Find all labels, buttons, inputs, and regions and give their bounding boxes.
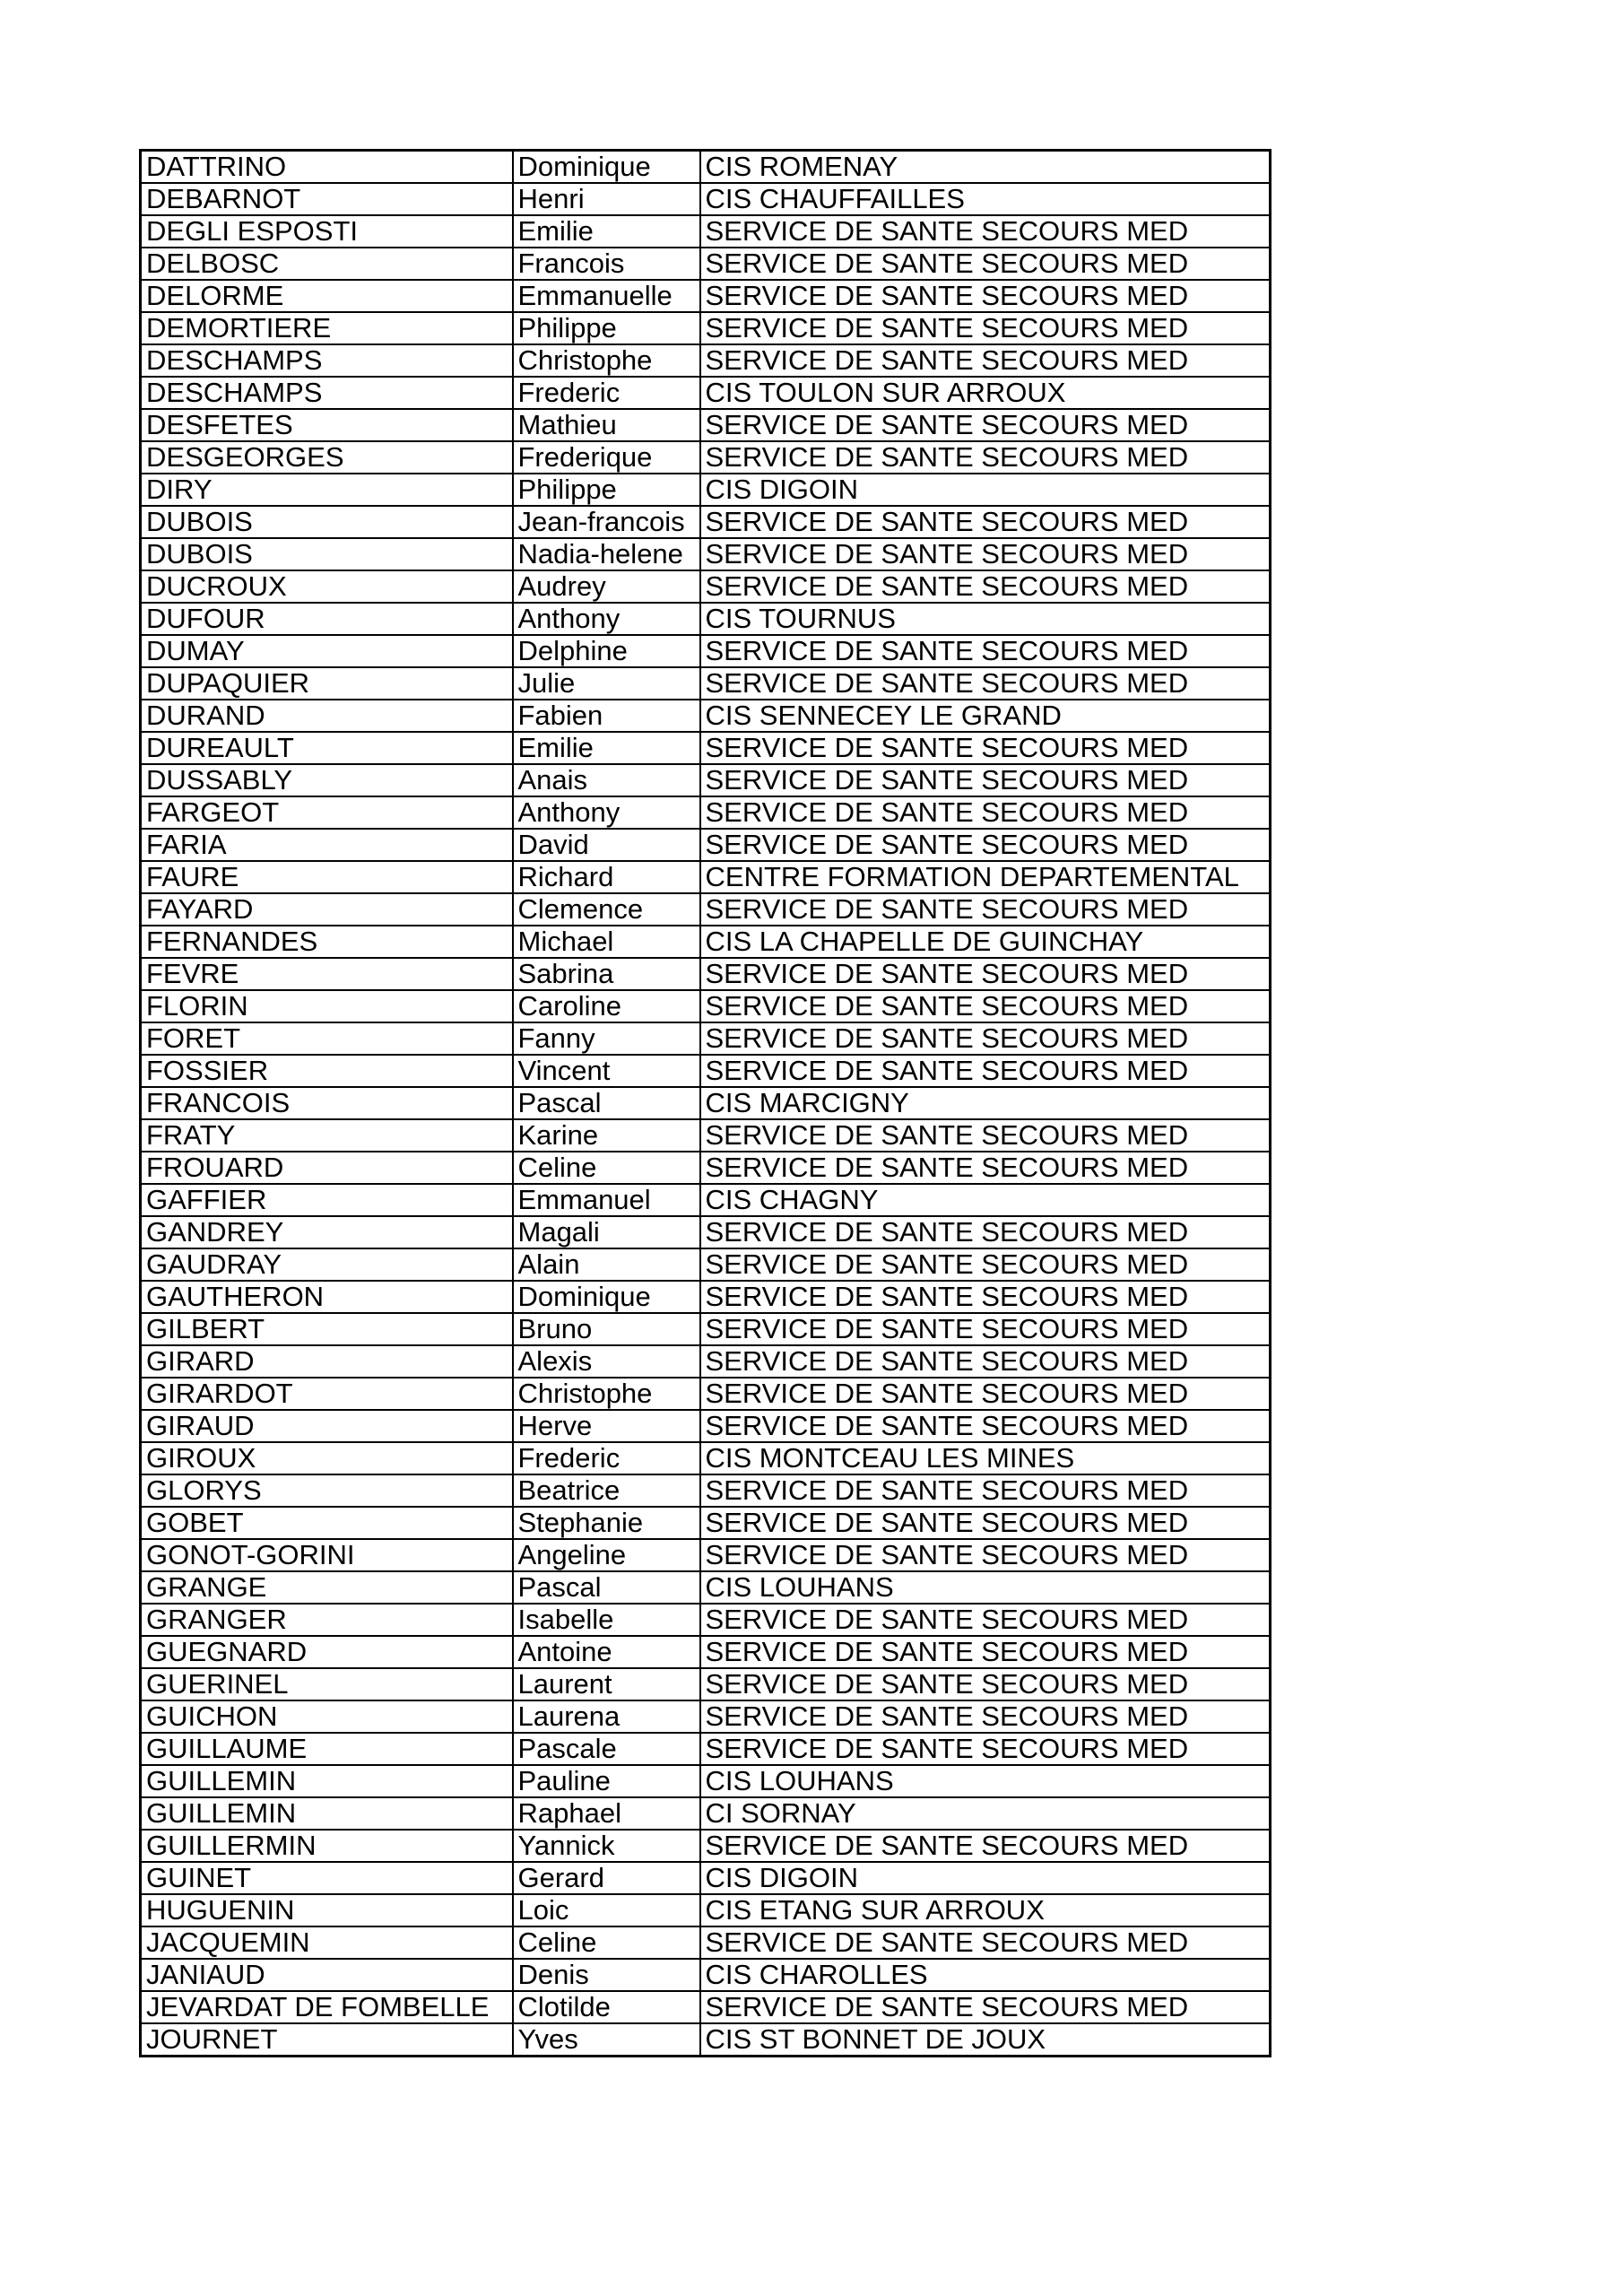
- last-name-cell: GIROUX: [141, 1442, 513, 1474]
- first-name-cell: Emmanuel: [513, 1184, 700, 1216]
- first-name-cell: Dominique: [513, 1281, 700, 1313]
- table-row: [141, 1248, 1271, 1281]
- first-name-cell: Michael: [513, 926, 700, 958]
- first-name-cell: Frederic: [513, 1442, 700, 1474]
- first-name-cell: Celine: [513, 1152, 700, 1184]
- unit-cell: SERVICE DE SANTE SECOURS MED: [700, 1248, 1271, 1281]
- last-name-cell: GAUTHERON: [141, 1281, 513, 1313]
- unit-cell: SERVICE DE SANTE SECOURS MED: [700, 506, 1271, 538]
- first-name-cell: Denis: [513, 1959, 700, 1991]
- first-name-cell: Clemence: [513, 893, 700, 926]
- last-name-cell: DUSSABLY: [141, 764, 513, 796]
- last-name-cell: GILBERT: [141, 1313, 513, 1345]
- first-name-cell: Francois: [513, 248, 700, 280]
- first-name-cell: Vincent: [513, 1055, 700, 1087]
- first-name-cell: Pauline: [513, 1765, 700, 1797]
- unit-cell: SERVICE DE SANTE SECOURS MED: [700, 1539, 1271, 1571]
- table-row: [141, 1894, 1271, 1926]
- first-name-cell: Frederique: [513, 441, 700, 474]
- unit-cell: SERVICE DE SANTE SECOURS MED: [700, 635, 1271, 667]
- unit-cell: CIS ETANG SUR ARROUX: [700, 1894, 1271, 1926]
- table-row: [141, 1378, 1271, 1410]
- table-row: [141, 1733, 1271, 1765]
- last-name-cell: GIRAUD: [141, 1410, 513, 1442]
- last-name-cell: DIRY: [141, 474, 513, 506]
- table-row: [141, 603, 1271, 635]
- first-name-cell: Julie: [513, 667, 700, 700]
- table-row: [141, 861, 1271, 893]
- table-row: [141, 1055, 1271, 1087]
- first-name-cell: Pascal: [513, 1571, 700, 1604]
- first-name-cell: Mathieu: [513, 409, 700, 441]
- table-row: [141, 1926, 1271, 1959]
- first-name-cell: Laurent: [513, 1668, 700, 1700]
- last-name-cell: GOBET: [141, 1507, 513, 1539]
- table-row: [141, 1668, 1271, 1700]
- table-row: [141, 183, 1271, 215]
- unit-cell: CIS ST BONNET DE JOUX: [700, 2023, 1271, 2057]
- table-row: [141, 1507, 1271, 1539]
- table-row: [141, 1119, 1271, 1152]
- table-row: [141, 1313, 1271, 1345]
- unit-cell: SERVICE DE SANTE SECOURS MED: [700, 667, 1271, 700]
- unit-cell: CIS MONTCEAU LES MINES: [700, 1442, 1271, 1474]
- unit-cell: SERVICE DE SANTE SECOURS MED: [700, 1281, 1271, 1313]
- last-name-cell: DUBOIS: [141, 538, 513, 570]
- last-name-cell: HUGUENIN: [141, 1894, 513, 1926]
- last-name-cell: DURAND: [141, 700, 513, 732]
- last-name-cell: JOURNET: [141, 2023, 513, 2057]
- last-name-cell: DUPAQUIER: [141, 667, 513, 700]
- last-name-cell: FROUARD: [141, 1152, 513, 1184]
- first-name-cell: Clotilde: [513, 1991, 700, 2023]
- table-row: [141, 1604, 1271, 1636]
- first-name-cell: Delphine: [513, 635, 700, 667]
- table-row: [141, 1087, 1271, 1119]
- table-row: [141, 1281, 1271, 1313]
- unit-cell: SERVICE DE SANTE SECOURS MED: [700, 538, 1271, 570]
- unit-cell: CIS DIGOIN: [700, 1862, 1271, 1894]
- table-row: [141, 280, 1271, 312]
- first-name-cell: Dominique: [513, 151, 700, 184]
- table-row: [141, 667, 1271, 700]
- unit-cell: SERVICE DE SANTE SECOURS MED: [700, 344, 1271, 377]
- last-name-cell: FRANCOIS: [141, 1087, 513, 1119]
- personnel-table-body: [141, 151, 1271, 2057]
- unit-cell: SERVICE DE SANTE SECOURS MED: [700, 893, 1271, 926]
- unit-cell: CIS SENNECEY LE GRAND: [700, 700, 1271, 732]
- unit-cell: CIS LA CHAPELLE DE GUINCHAY: [700, 926, 1271, 958]
- last-name-cell: FEVRE: [141, 958, 513, 990]
- last-name-cell: FARGEOT: [141, 796, 513, 829]
- table-row: [141, 1216, 1271, 1248]
- personnel-table: [139, 149, 1271, 2057]
- first-name-cell: Laurena: [513, 1700, 700, 1733]
- last-name-cell: FLORIN: [141, 990, 513, 1022]
- first-name-cell: Richard: [513, 861, 700, 893]
- unit-cell: SERVICE DE SANTE SECOURS MED: [700, 1636, 1271, 1668]
- last-name-cell: DEMORTIERE: [141, 312, 513, 344]
- first-name-cell: Henri: [513, 183, 700, 215]
- first-name-cell: Loic: [513, 1894, 700, 1926]
- last-name-cell: DUREAULT: [141, 732, 513, 764]
- table-row: [141, 2023, 1271, 2057]
- first-name-cell: Anais: [513, 764, 700, 796]
- table-row: [141, 474, 1271, 506]
- unit-cell: SERVICE DE SANTE SECOURS MED: [700, 990, 1271, 1022]
- unit-cell: SERVICE DE SANTE SECOURS MED: [700, 409, 1271, 441]
- last-name-cell: GUILLAUME: [141, 1733, 513, 1765]
- table-row: [141, 215, 1271, 248]
- first-name-cell: Gerard: [513, 1862, 700, 1894]
- table-row: [141, 1991, 1271, 2023]
- table-row: [141, 151, 1271, 184]
- unit-cell: SERVICE DE SANTE SECOURS MED: [700, 1152, 1271, 1184]
- first-name-cell: Frederic: [513, 377, 700, 409]
- unit-cell: SERVICE DE SANTE SECOURS MED: [700, 570, 1271, 603]
- table-row: [141, 1765, 1271, 1797]
- unit-cell: SERVICE DE SANTE SECOURS MED: [700, 1830, 1271, 1862]
- unit-cell: SERVICE DE SANTE SECOURS MED: [700, 732, 1271, 764]
- last-name-cell: GLORYS: [141, 1474, 513, 1507]
- last-name-cell: GUERINEL: [141, 1668, 513, 1700]
- unit-cell: SERVICE DE SANTE SECOURS MED: [700, 1474, 1271, 1507]
- table-row: [141, 1571, 1271, 1604]
- unit-cell: SERVICE DE SANTE SECOURS MED: [700, 796, 1271, 829]
- unit-cell: SERVICE DE SANTE SECOURS MED: [700, 1055, 1271, 1087]
- unit-cell: CIS CHAGNY: [700, 1184, 1271, 1216]
- unit-cell: CIS DIGOIN: [700, 474, 1271, 506]
- last-name-cell: GIRARDOT: [141, 1378, 513, 1410]
- last-name-cell: GUILLEMIN: [141, 1797, 513, 1830]
- first-name-cell: Bruno: [513, 1313, 700, 1345]
- first-name-cell: Anthony: [513, 796, 700, 829]
- first-name-cell: Stephanie: [513, 1507, 700, 1539]
- last-name-cell: DUMAY: [141, 635, 513, 667]
- table-row: [141, 1539, 1271, 1571]
- table-row: [141, 538, 1271, 570]
- unit-cell: SERVICE DE SANTE SECOURS MED: [700, 441, 1271, 474]
- first-name-cell: Celine: [513, 1926, 700, 1959]
- last-name-cell: FAYARD: [141, 893, 513, 926]
- table-row: [141, 1862, 1271, 1894]
- last-name-cell: DATTRINO: [141, 151, 513, 184]
- last-name-cell: DESFETES: [141, 409, 513, 441]
- first-name-cell: Alexis: [513, 1345, 700, 1378]
- unit-cell: SERVICE DE SANTE SECOURS MED: [700, 1345, 1271, 1378]
- unit-cell: SERVICE DE SANTE SECOURS MED: [700, 1926, 1271, 1959]
- first-name-cell: Antoine: [513, 1636, 700, 1668]
- last-name-cell: JACQUEMIN: [141, 1926, 513, 1959]
- table-row: [141, 1022, 1271, 1055]
- first-name-cell: Emilie: [513, 215, 700, 248]
- unit-cell: CIS CHAROLLES: [700, 1959, 1271, 1991]
- first-name-cell: Christophe: [513, 1378, 700, 1410]
- first-name-cell: Jean-francois: [513, 506, 700, 538]
- last-name-cell: DEGLI ESPOSTI: [141, 215, 513, 248]
- last-name-cell: GUILLERMIN: [141, 1830, 513, 1862]
- unit-cell: CIS MARCIGNY: [700, 1087, 1271, 1119]
- unit-cell: SERVICE DE SANTE SECOURS MED: [700, 248, 1271, 280]
- unit-cell: SERVICE DE SANTE SECOURS MED: [700, 1410, 1271, 1442]
- unit-cell: CIS LOUHANS: [700, 1765, 1271, 1797]
- table-row: [141, 796, 1271, 829]
- unit-cell: SERVICE DE SANTE SECOURS MED: [700, 1733, 1271, 1765]
- last-name-cell: FRATY: [141, 1119, 513, 1152]
- first-name-cell: Karine: [513, 1119, 700, 1152]
- table-row: [141, 1442, 1271, 1474]
- first-name-cell: Anthony: [513, 603, 700, 635]
- unit-cell: CIS LOUHANS: [700, 1571, 1271, 1604]
- last-name-cell: FARIA: [141, 829, 513, 861]
- table-row: [141, 1152, 1271, 1184]
- table-row: [141, 248, 1271, 280]
- table-row: [141, 1184, 1271, 1216]
- first-name-cell: Pascal: [513, 1087, 700, 1119]
- first-name-cell: Pascale: [513, 1733, 700, 1765]
- table-row: [141, 1700, 1271, 1733]
- first-name-cell: Yannick: [513, 1830, 700, 1862]
- first-name-cell: Philippe: [513, 474, 700, 506]
- unit-cell: SERVICE DE SANTE SECOURS MED: [700, 1700, 1271, 1733]
- table-row: [141, 926, 1271, 958]
- last-name-cell: DELBOSC: [141, 248, 513, 280]
- last-name-cell: DUCROUX: [141, 570, 513, 603]
- last-name-cell: GAFFIER: [141, 1184, 513, 1216]
- last-name-cell: GAUDRAY: [141, 1248, 513, 1281]
- table-row: [141, 344, 1271, 377]
- unit-cell: SERVICE DE SANTE SECOURS MED: [700, 1668, 1271, 1700]
- unit-cell: SERVICE DE SANTE SECOURS MED: [700, 764, 1271, 796]
- table-row: [141, 958, 1271, 990]
- table-row: [141, 732, 1271, 764]
- unit-cell: SERVICE DE SANTE SECOURS MED: [700, 1022, 1271, 1055]
- first-name-cell: David: [513, 829, 700, 861]
- table-row: [141, 1410, 1271, 1442]
- table-row: [141, 377, 1271, 409]
- table-row: [141, 570, 1271, 603]
- table-row: [141, 829, 1271, 861]
- last-name-cell: GRANGE: [141, 1571, 513, 1604]
- table-row: [141, 409, 1271, 441]
- unit-cell: SERVICE DE SANTE SECOURS MED: [700, 1378, 1271, 1410]
- table-row: [141, 1636, 1271, 1668]
- last-name-cell: JEVARDAT DE FOMBELLE: [141, 1991, 513, 2023]
- table-row: [141, 312, 1271, 344]
- first-name-cell: Magali: [513, 1216, 700, 1248]
- unit-cell: SERVICE DE SANTE SECOURS MED: [700, 1604, 1271, 1636]
- table-row: [141, 635, 1271, 667]
- first-name-cell: Emilie: [513, 732, 700, 764]
- last-name-cell: GONOT-GORINI: [141, 1539, 513, 1571]
- last-name-cell: DESCHAMPS: [141, 344, 513, 377]
- table-row: [141, 990, 1271, 1022]
- last-name-cell: GRANGER: [141, 1604, 513, 1636]
- table-row: [141, 893, 1271, 926]
- first-name-cell: Angeline: [513, 1539, 700, 1571]
- unit-cell: SERVICE DE SANTE SECOURS MED: [700, 829, 1271, 861]
- unit-cell: SERVICE DE SANTE SECOURS MED: [700, 1991, 1271, 2023]
- first-name-cell: Caroline: [513, 990, 700, 1022]
- first-name-cell: Raphael: [513, 1797, 700, 1830]
- last-name-cell: JANIAUD: [141, 1959, 513, 1991]
- unit-cell: CIS TOULON SUR ARROUX: [700, 377, 1271, 409]
- first-name-cell: Herve: [513, 1410, 700, 1442]
- last-name-cell: DUFOUR: [141, 603, 513, 635]
- last-name-cell: DELORME: [141, 280, 513, 312]
- first-name-cell: Beatrice: [513, 1474, 700, 1507]
- first-name-cell: Audrey: [513, 570, 700, 603]
- unit-cell: SERVICE DE SANTE SECOURS MED: [700, 215, 1271, 248]
- first-name-cell: Fanny: [513, 1022, 700, 1055]
- unit-cell: SERVICE DE SANTE SECOURS MED: [700, 1507, 1271, 1539]
- last-name-cell: GUICHON: [141, 1700, 513, 1733]
- last-name-cell: DUBOIS: [141, 506, 513, 538]
- unit-cell: CIS CHAUFFAILLES: [700, 183, 1271, 215]
- first-name-cell: Yves: [513, 2023, 700, 2057]
- first-name-cell: Sabrina: [513, 958, 700, 990]
- unit-cell: SERVICE DE SANTE SECOURS MED: [700, 1313, 1271, 1345]
- first-name-cell: Nadia-helene: [513, 538, 700, 570]
- first-name-cell: Isabelle: [513, 1604, 700, 1636]
- last-name-cell: DESCHAMPS: [141, 377, 513, 409]
- last-name-cell: FORET: [141, 1022, 513, 1055]
- last-name-cell: GIRARD: [141, 1345, 513, 1378]
- last-name-cell: FOSSIER: [141, 1055, 513, 1087]
- last-name-cell: GUEGNARD: [141, 1636, 513, 1668]
- first-name-cell: Philippe: [513, 312, 700, 344]
- last-name-cell: GUILLEMIN: [141, 1765, 513, 1797]
- first-name-cell: Emmanuelle: [513, 280, 700, 312]
- unit-cell: CIS TOURNUS: [700, 603, 1271, 635]
- table-row: [141, 1345, 1271, 1378]
- table-row: [141, 441, 1271, 474]
- unit-cell: SERVICE DE SANTE SECOURS MED: [700, 1216, 1271, 1248]
- table-row: [141, 1830, 1271, 1862]
- unit-cell: SERVICE DE SANTE SECOURS MED: [700, 280, 1271, 312]
- first-name-cell: Alain: [513, 1248, 700, 1281]
- table-row: [141, 700, 1271, 732]
- last-name-cell: FERNANDES: [141, 926, 513, 958]
- last-name-cell: GUINET: [141, 1862, 513, 1894]
- last-name-cell: DESGEORGES: [141, 441, 513, 474]
- unit-cell: SERVICE DE SANTE SECOURS MED: [700, 1119, 1271, 1152]
- unit-cell: SERVICE DE SANTE SECOURS MED: [700, 958, 1271, 990]
- table-row: [141, 506, 1271, 538]
- unit-cell: CENTRE FORMATION DEPARTEMENTAL: [700, 861, 1271, 893]
- table-row: [141, 1959, 1271, 1991]
- table-row: [141, 1797, 1271, 1830]
- first-name-cell: Christophe: [513, 344, 700, 377]
- table-row: [141, 1474, 1271, 1507]
- unit-cell: CIS ROMENAY: [700, 151, 1271, 184]
- unit-cell: CI SORNAY: [700, 1797, 1271, 1830]
- unit-cell: SERVICE DE SANTE SECOURS MED: [700, 312, 1271, 344]
- last-name-cell: FAURE: [141, 861, 513, 893]
- last-name-cell: DEBARNOT: [141, 183, 513, 215]
- last-name-cell: GANDREY: [141, 1216, 513, 1248]
- first-name-cell: Fabien: [513, 700, 700, 732]
- table-row: [141, 764, 1271, 796]
